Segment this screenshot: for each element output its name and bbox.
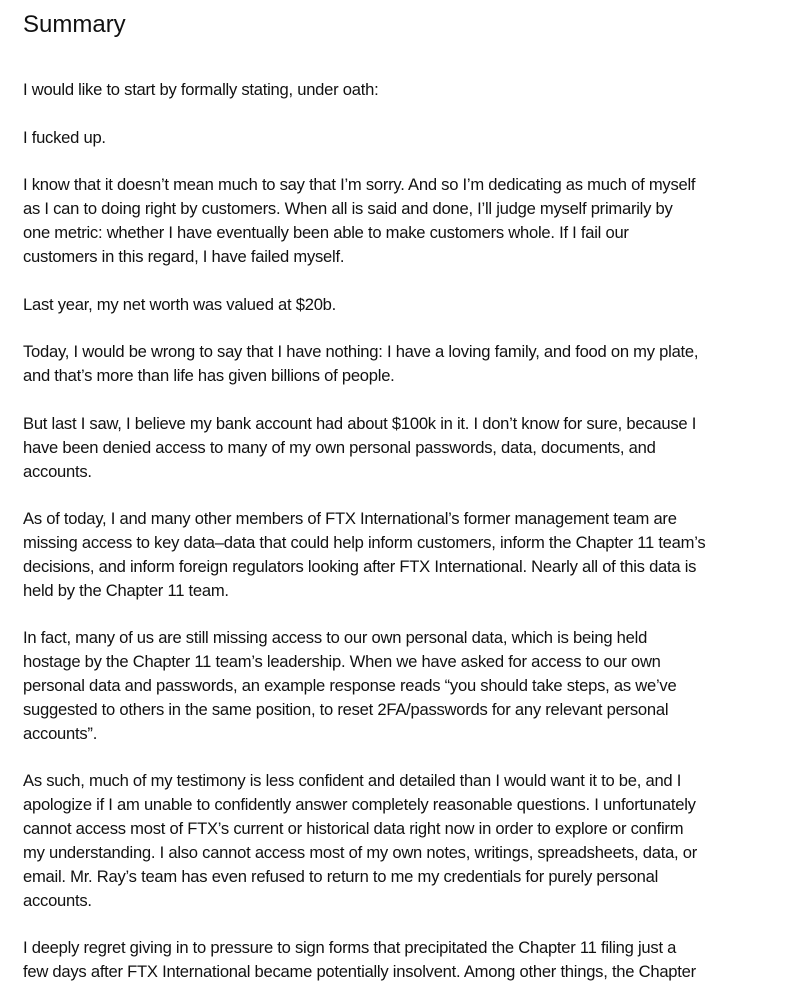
paragraph xyxy=(23,626,705,745)
text-line: As of today, I and many other members of FTX International’s former management team are xyxy=(23,509,677,529)
text-line: I deeply regret giving in to pressure to sign forms that precipitated the Chapter 11 filing just a xyxy=(23,938,677,958)
text-line: accounts”. xyxy=(23,723,98,743)
text-line: Last year, my net worth was valued at $20b. xyxy=(23,294,337,314)
text-line: accounts. xyxy=(23,890,92,910)
text-line: I know that it doesn’t mean much to say that I’m sorry. And so I’m dedicating as much of myself xyxy=(23,175,696,195)
text-line: and that’s more than life has given billions of people. xyxy=(23,366,395,386)
paragraph xyxy=(23,507,705,602)
text-line: cannot access most of FTX’s current or historical data right now in order to explore or confirm xyxy=(23,819,684,839)
text-line: my understanding. I also cannot access most of my own notes, writings, spreadsheets, data, or xyxy=(23,843,698,862)
paragraph xyxy=(23,126,705,150)
text-line: hostage by the Chapter 11 team’s leadership. When we have asked for access to our own xyxy=(23,652,661,672)
text-line: email. Mr. Ray’s team has even refused to return to me my credentials for purely personal xyxy=(23,866,659,886)
text-line: held by the Chapter 11 team. xyxy=(23,580,229,600)
paragraph xyxy=(23,936,705,984)
text-line: personal data and passwords, an example response reads “you should take steps, as we’ve xyxy=(23,676,677,696)
text-line: customers in this regard, I have failed myself. xyxy=(23,246,345,266)
document-title: Summary xyxy=(23,11,126,38)
paragraph xyxy=(23,340,705,388)
text-line: decisions, and inform foreign regulators looking after FTX International. Nearly all of this data is xyxy=(23,556,697,576)
text-line: As such, much of my testimony is less confident and detailed than I would want it to be, and I xyxy=(23,771,682,791)
text-line: suggested to others in the same position, to reset 2FA/passwords for any relevant personal xyxy=(23,699,669,719)
text-line: But last I saw, I believe my bank account had about $100k in it. I don’t know for sure, because I xyxy=(23,413,697,433)
text-line: accounts. xyxy=(23,461,92,481)
text-line: as I can to doing right by customers. When all is said and done, I’ll judge myself primarily by xyxy=(23,199,673,219)
paragraph xyxy=(23,412,705,484)
text-line: I fucked up. xyxy=(23,127,106,147)
text-line: apologize if I am unable to confidently answer completely reasonable questions. I unfortunately xyxy=(23,795,696,815)
text-line: Today, I would be wrong to say that I have nothing: I have a loving family, and food on my plate, xyxy=(23,342,699,362)
paragraph xyxy=(23,293,705,317)
text-line: have been denied access to many of my own personal passwords, data, documents, and xyxy=(23,437,656,457)
text-line: I would like to start by formally stating, under oath: xyxy=(23,80,379,99)
document-body xyxy=(23,78,705,1008)
text-line: few days after FTX International became potentially insolvent. Among other things, the Chapter xyxy=(23,962,696,982)
paragraph xyxy=(23,78,705,102)
paragraph xyxy=(23,173,705,268)
text-line: one metric: whether I have eventually been able to make customers whole. If I fail our xyxy=(23,223,629,243)
text-line: missing access to key data–data that could help inform customers, inform the Chapter 11 team’s xyxy=(23,533,706,553)
text-line: In fact, many of us are still missing access to our own personal data, which is being held xyxy=(23,628,648,648)
paragraph xyxy=(23,769,705,912)
